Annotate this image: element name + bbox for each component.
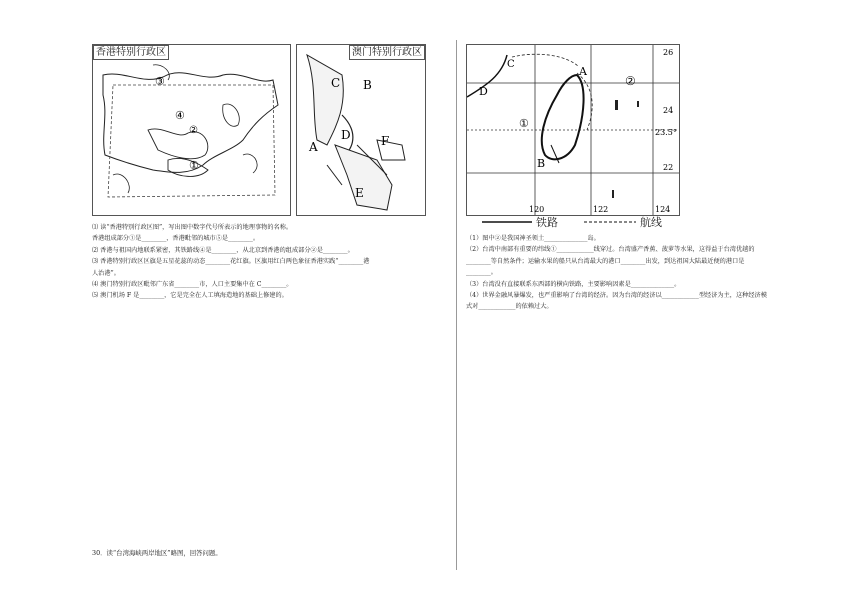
taiwan-label-1: ①: [519, 117, 529, 130]
right-question-line: 式对____________的依赖过大。: [466, 303, 553, 311]
right-question-line: （3）台湾没有直接联系东西部的横向铁路，主要影响因素是______________。: [466, 280, 681, 288]
hk-label-3: ③: [155, 75, 165, 88]
hk-label-2: ②: [189, 125, 198, 136]
macau-map-drawing: [297, 45, 425, 215]
macau-label-a: A: [309, 140, 318, 154]
right-question-line: （4）世界金融风暴爆发，也严重影响了台湾的经济。因为台湾的经济以____________型经济为主，这种经济模: [466, 292, 767, 300]
hong-kong-map: [92, 44, 291, 216]
taiwan-label-a: A: [579, 65, 587, 78]
right-question-line: ________等自然条件；运输水果的船只从台湾最大的港口________出发，到达祖国大陆最近便的港口是: [466, 257, 745, 265]
lat-tick-24: 24: [663, 106, 674, 115]
macau-label-f: F: [381, 134, 390, 148]
taiwan-legend: [480, 214, 680, 230]
taiwan-label-2: ②: [625, 74, 636, 88]
hong-kong-map-title: 香港特别行政区: [93, 45, 169, 60]
macau-label-e: E: [355, 186, 364, 200]
lon-tick-124: 124: [655, 205, 671, 214]
right-question-line: ________。: [466, 269, 497, 277]
legend-railway-label: 铁路: [536, 216, 558, 229]
left-question-line: ⑸ 澳门机场 F 是________，它是完全在人工填海造地的基础上修建的。: [92, 292, 288, 300]
taiwan-label-b: B: [537, 157, 546, 170]
hong-kong-macau-questions: [92, 222, 452, 302]
taiwan-questions: [466, 233, 826, 313]
right-question-line: （1）图中②是我国神圣领土______________岛。: [466, 235, 600, 242]
left-question-line: ⑶ 香港特别行政区区旗是五星花蕊的动态________花红旗。区旗用红白两色象征香港实践“________港: [92, 258, 370, 266]
column-divider: [456, 40, 457, 570]
left-question-line: ⑷ 澳门特别行政区毗邻广东省________市，人口主要集中在 C________。: [92, 281, 293, 289]
taiwan-map: [466, 44, 680, 216]
legend-route-label: 航线: [640, 216, 662, 229]
question-30-prompt: 30．读“台湾海峡两岸地区”略图，回答问题。: [92, 549, 222, 557]
taiwan-label-d: D: [479, 85, 488, 98]
left-question-line: 人治港”。: [92, 269, 120, 277]
lat-tick-26: 26: [663, 48, 674, 57]
lat-tick-23-5: 23.5°: [655, 128, 677, 137]
lat-tick-22: 22: [663, 163, 674, 172]
macau-label-b: B: [363, 78, 372, 92]
lon-tick-120: 120: [529, 205, 545, 214]
left-question-line: ⑴ 读“香港特别行政区图”，写出图中数字代号所表示的地理事物的名称。: [92, 224, 293, 231]
macau-map: [296, 44, 426, 216]
left-question-line: ⑵ 香港与祖国内地联系紧密，其铁路线④是________，从北京到香港的组成部分②是________。: [92, 246, 354, 254]
macau-map-title: 澳门特别行政区: [349, 45, 425, 60]
lon-tick-122: 122: [593, 205, 609, 214]
taiwan-map-drawing: [467, 45, 679, 215]
taiwan-label-c: C: [507, 59, 515, 70]
hong-kong-map-drawing: [93, 45, 290, 215]
hk-label-4: ④: [175, 109, 185, 122]
left-question-line: 香港组成部分①是________，香港毗邻的城市⑤是________。: [92, 235, 260, 243]
hk-label-1: ①: [189, 159, 199, 172]
right-question-line: （2）台湾中南部有重要的纬线①____________线穿过。台湾盛产香蕉、菠萝等水果，这得益于台湾优越的: [466, 246, 755, 254]
macau-label-c: C: [331, 76, 341, 90]
macau-label-d: D: [341, 128, 351, 142]
